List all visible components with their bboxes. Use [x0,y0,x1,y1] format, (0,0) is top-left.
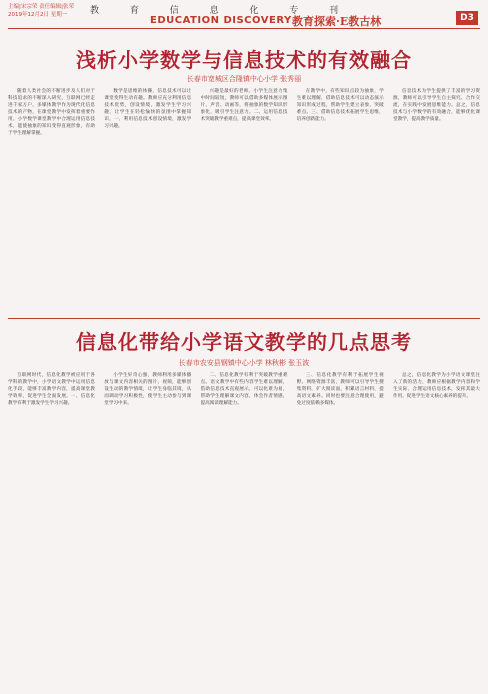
article-1-column-1: 随着人类社会的不断进步及人们对于科技追求的不断深入研究，互联网已经走进千家万户，多媒体教学作为现代化信息技术的产物，在课堂教学中发挥着重要作用。小学数学课堂教学中合理运用信息技术，能使抽象的知识变得直观形象，有助于学生理解掌握。 [8,89,95,136]
page-number-badge: D3 [456,11,478,25]
article-1-byline: 长春市宽城区合隆镇中心小学 张秀丽 [186,75,302,83]
article-2-column-2: 小学生好奇心强，教师利用多媒体播放与课文内容相关的图片、视频，能够创设生动的教学情境，让学生身临其境，从而调动学习积极性，使学生主动参与到课堂学习中来。 [104,373,192,406]
article-1-column-5: 信息技术为学生提供了丰富的学习资源，教师可以引导学生自主探究、合作交流，在实践中发展思维能力。总之，信息技术与小学数学的有效融合，能够优化课堂教学，提高教学质量。 [393,89,480,122]
article-2-byline: 长春市农安县钢镇中心小学 林秋彬 张玉波 [178,359,310,367]
masthead [0,0,488,30]
section-title-en: EDUCATION DISCOVERY [150,15,292,26]
article-2-body [8,372,480,686]
article-divider [8,318,480,319]
article-1-body [8,88,480,300]
masthead-meta [8,3,74,19]
article-2-column-5: 总之，信息化教学为小学语文课堂注入了新的活力，教师应根据教学内容和学生实际，合理运用信息技术，发挥其最大作用，促进学生语文核心素养的提升。 [393,373,480,399]
article-1-column-4: 在教学中，有些知识点较为抽象，学生难以理解，借助信息技术可以动态演示知识形成过程，帮助学生建立表象，突破难点。三、借助信息技术拓展学生思维，培养创新能力。 [296,89,384,122]
editor-line: 主编|宋宗荣 责任编辑|张荣 [8,4,74,10]
date-line: 2019年12月2日 星期一 [8,12,68,18]
section-title: 教 育 信 息 化 专 刊 [90,6,353,16]
article-1-column-2: 数学是思维的体操，信息技术可以让课堂变得生动有趣。教师应充分利用信息技术优势，创设情境，激发学生学习兴趣，让学生在轻松愉快的氛围中掌握知识。一、利用信息技术创设情境，激发学习兴趣。 [104,89,192,129]
article-2-headline: 信息化带给小学语文教学的几点思考 [76,330,412,354]
article-2-column-1: 互联网时代，信息化教学被应用于各学科的教学中，小学语文教学中运用信息化手段，能够丰富教学内容，提高课堂教学效率，促进学生全面发展。一、信息化教学有利于激发学生学习兴趣。 [8,373,95,406]
masthead-rule [8,28,480,29]
section-title-zh: 教育探索·E教古林 [292,15,382,28]
article-2-column-4: 三、信息化教学有利于拓展学生视野。网络资源丰富，教师可以引导学生搜集资料，扩大阅读面，积累语言材料，提高语文素养。同时也要注意合理使用，避免过度依赖多媒体。 [296,373,384,406]
article-2-column-3: 二、信息化教学有利于突破教学重难点。语文教学中有些内容学生难以理解，借助信息技术直观展示，可以化难为易，帮助学生理解课文内容，体会作者情感，提高阅读理解能力。 [200,373,288,406]
article-1-column-3: 兴趣是最好的老师。小学生注意力集中时间较短，教师可以借助多媒体展示图片、声音、动画等，将抽象的数学知识形象化，吸引学生注意力。二、运用信息技术突破教学重难点，提高课堂效率。 [200,89,288,122]
article-1-headline: 浅析小学数学与信息技术的有效融合 [76,48,412,72]
